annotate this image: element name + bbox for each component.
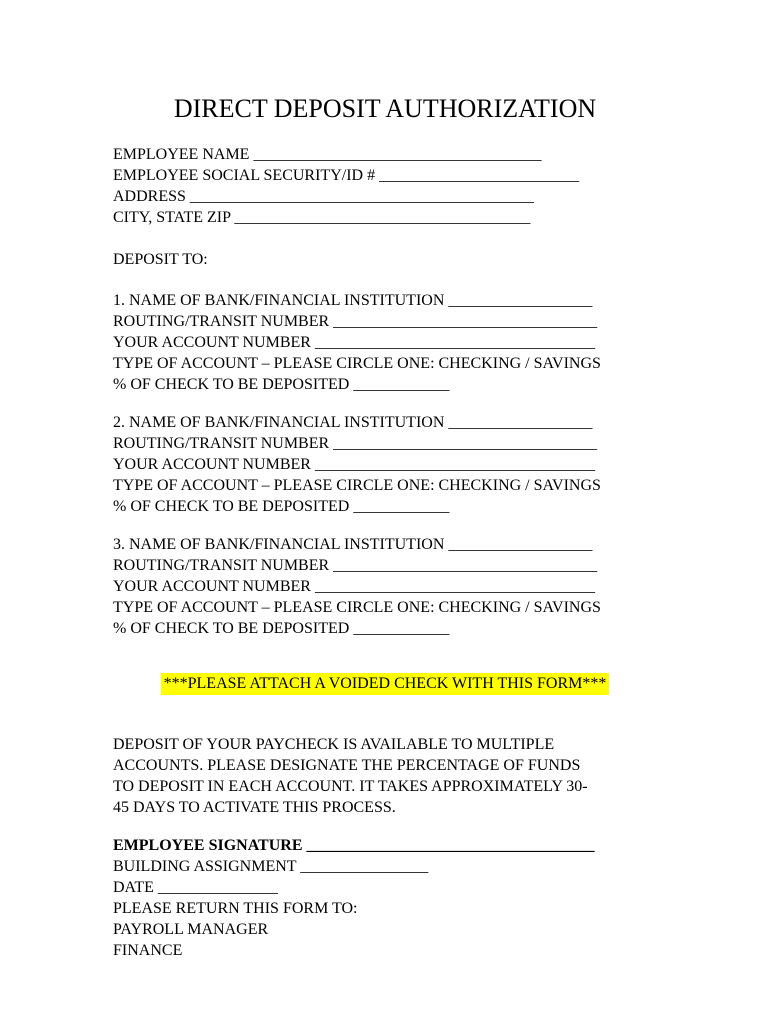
date-field[interactable]: DATE _______________ bbox=[113, 879, 278, 896]
city-state-zip-field[interactable]: CITY, STATE ZIP _____________________________________ bbox=[113, 209, 531, 226]
address-field[interactable]: ADDRESS ___________________________________________ bbox=[113, 188, 534, 205]
account-2-percent-field[interactable]: % OF CHECK TO BE DEPOSITED ____________ bbox=[113, 498, 450, 515]
employee-signature-field[interactable]: EMPLOYEE SIGNATURE ____________________________________ bbox=[113, 837, 595, 854]
account-3-percent-field[interactable]: % OF CHECK TO BE DEPOSITED ____________ bbox=[113, 620, 450, 637]
voided-check-notice: ***PLEASE ATTACH A VOIDED CHECK WITH THIS FORM*** bbox=[161, 673, 610, 695]
account-2-routing-field[interactable]: ROUTING/TRANSIT NUMBER _________________________________ bbox=[113, 435, 598, 452]
employee-ssn-field[interactable]: EMPLOYEE SOCIAL SECURITY/ID # _________________________ bbox=[113, 167, 580, 184]
deposit-to-label: DEPOSIT TO: bbox=[113, 251, 208, 268]
account-3-number-field[interactable]: YOUR ACCOUNT NUMBER ___________________________________ bbox=[113, 578, 595, 595]
voided-check-notice-wrap bbox=[0, 673, 770, 695]
account-3-routing-field[interactable]: ROUTING/TRANSIT NUMBER _________________________________ bbox=[113, 557, 598, 574]
account-2-type-choice[interactable]: TYPE OF ACCOUNT – PLEASE CIRCLE ONE: CHECKING / SAVINGS bbox=[113, 477, 601, 494]
account-2-number-field[interactable]: YOUR ACCOUNT NUMBER ___________________________________ bbox=[113, 456, 595, 473]
account-1-percent-field[interactable]: % OF CHECK TO BE DEPOSITED ____________ bbox=[113, 376, 450, 393]
account-1-type-choice[interactable]: TYPE OF ACCOUNT – PLEASE CIRCLE ONE: CHECKING / SAVINGS bbox=[113, 355, 601, 372]
account-3-type-choice[interactable]: TYPE OF ACCOUNT – PLEASE CIRCLE ONE: CHECKING / SAVINGS bbox=[113, 599, 601, 616]
info-line-4: 45 DAYS TO ACTIVATE THIS PROCESS. bbox=[113, 799, 396, 816]
account-3-bank-field[interactable]: 3. NAME OF BANK/FINANCIAL INSTITUTION __________________ bbox=[113, 536, 593, 553]
employee-name-field[interactable]: EMPLOYEE NAME ____________________________________ bbox=[113, 146, 542, 163]
account-1-bank-field[interactable]: 1. NAME OF BANK/FINANCIAL INSTITUTION __________________ bbox=[113, 292, 593, 309]
info-line-2: ACCOUNTS. PLEASE DESIGNATE THE PERCENTAGE OF FUNDS bbox=[113, 757, 581, 774]
building-assignment-field[interactable]: BUILDING ASSIGNMENT ________________ bbox=[113, 858, 429, 875]
info-line-1: DEPOSIT OF YOUR PAYCHECK IS AVAILABLE TO MULTIPLE bbox=[113, 736, 555, 753]
info-line-3: TO DEPOSIT IN EACH ACCOUNT. IT TAKES APPROXIMATELY 30- bbox=[113, 778, 588, 795]
payroll-manager-label: PAYROLL MANAGER bbox=[113, 921, 269, 938]
account-1-routing-field[interactable]: ROUTING/TRANSIT NUMBER _________________________________ bbox=[113, 313, 598, 330]
form-title: DIRECT DEPOSIT AUTHORIZATION bbox=[173, 94, 597, 123]
account-2-bank-field[interactable]: 2. NAME OF BANK/FINANCIAL INSTITUTION __________________ bbox=[113, 414, 593, 431]
return-label: PLEASE RETURN THIS FORM TO: bbox=[113, 900, 358, 917]
account-1-number-field[interactable]: YOUR ACCOUNT NUMBER ___________________________________ bbox=[113, 334, 595, 351]
finance-label: FINANCE bbox=[113, 942, 183, 959]
